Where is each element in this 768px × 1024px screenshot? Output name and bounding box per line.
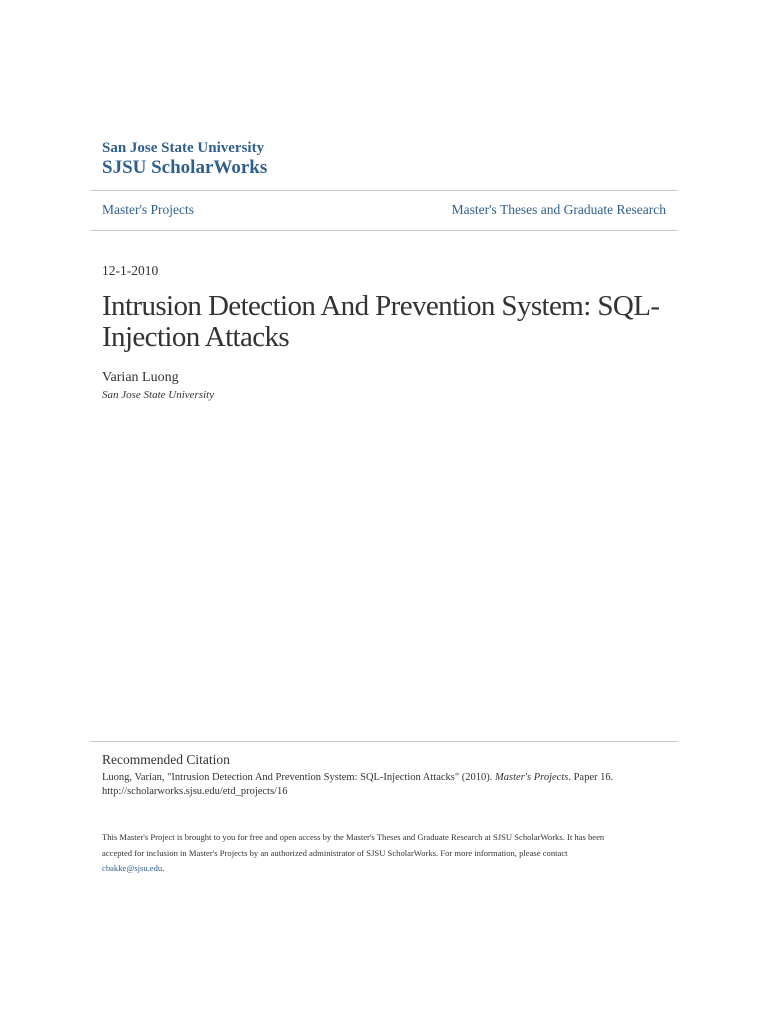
citation-series: Master's Projects	[495, 772, 569, 783]
citation-url: http://scholarworks.sjsu.edu/etd_projects/16	[102, 786, 288, 797]
institution-name: San Jose State University	[102, 140, 265, 156]
citation-heading: Recommended Citation	[102, 752, 230, 767]
paper-title-line1: Intrusion Detection And Prevention System: SQL-	[102, 290, 660, 322]
collection-link-theses-graduate-research[interactable]: Master's Theses and Graduate Research	[451, 202, 666, 217]
paper-title-line2: Injection Attacks	[102, 321, 290, 353]
divider-citation	[90, 741, 678, 742]
access-note-line1: This Master's Project is brought to you for free and open access by the Master's Theses and Graduate Research at SJSU ScholarWorks. It has been	[102, 832, 605, 842]
author-name: Varian Luong	[102, 370, 179, 385]
divider-top	[90, 190, 678, 191]
citation-text-main: Luong, Varian, "Intrusion Detection And Prevention System: SQL-Injection Attacks" (2010).	[102, 772, 496, 783]
collection-link-masters-projects[interactable]: Master's Projects	[102, 202, 195, 217]
contact-email-link[interactable]: cbakke@sjsu.edu	[102, 863, 163, 873]
author-affiliation: San Jose State University	[102, 389, 215, 401]
paper-title	[102, 291, 682, 353]
access-note	[102, 830, 682, 877]
citation-text	[102, 771, 682, 799]
divider-bottom	[90, 230, 678, 231]
repository-name[interactable]: SJSU ScholarWorks	[102, 157, 268, 178]
citation-paper-number: . Paper 16.	[568, 772, 614, 783]
contact-email-period: .	[162, 863, 165, 873]
publication-date: 12-1-2010	[102, 263, 159, 278]
access-note-line2: accepted for inclusion in Master's Projects by an authorized administrator of SJSU ScholarWorks. For more information, please contact	[102, 847, 568, 858]
